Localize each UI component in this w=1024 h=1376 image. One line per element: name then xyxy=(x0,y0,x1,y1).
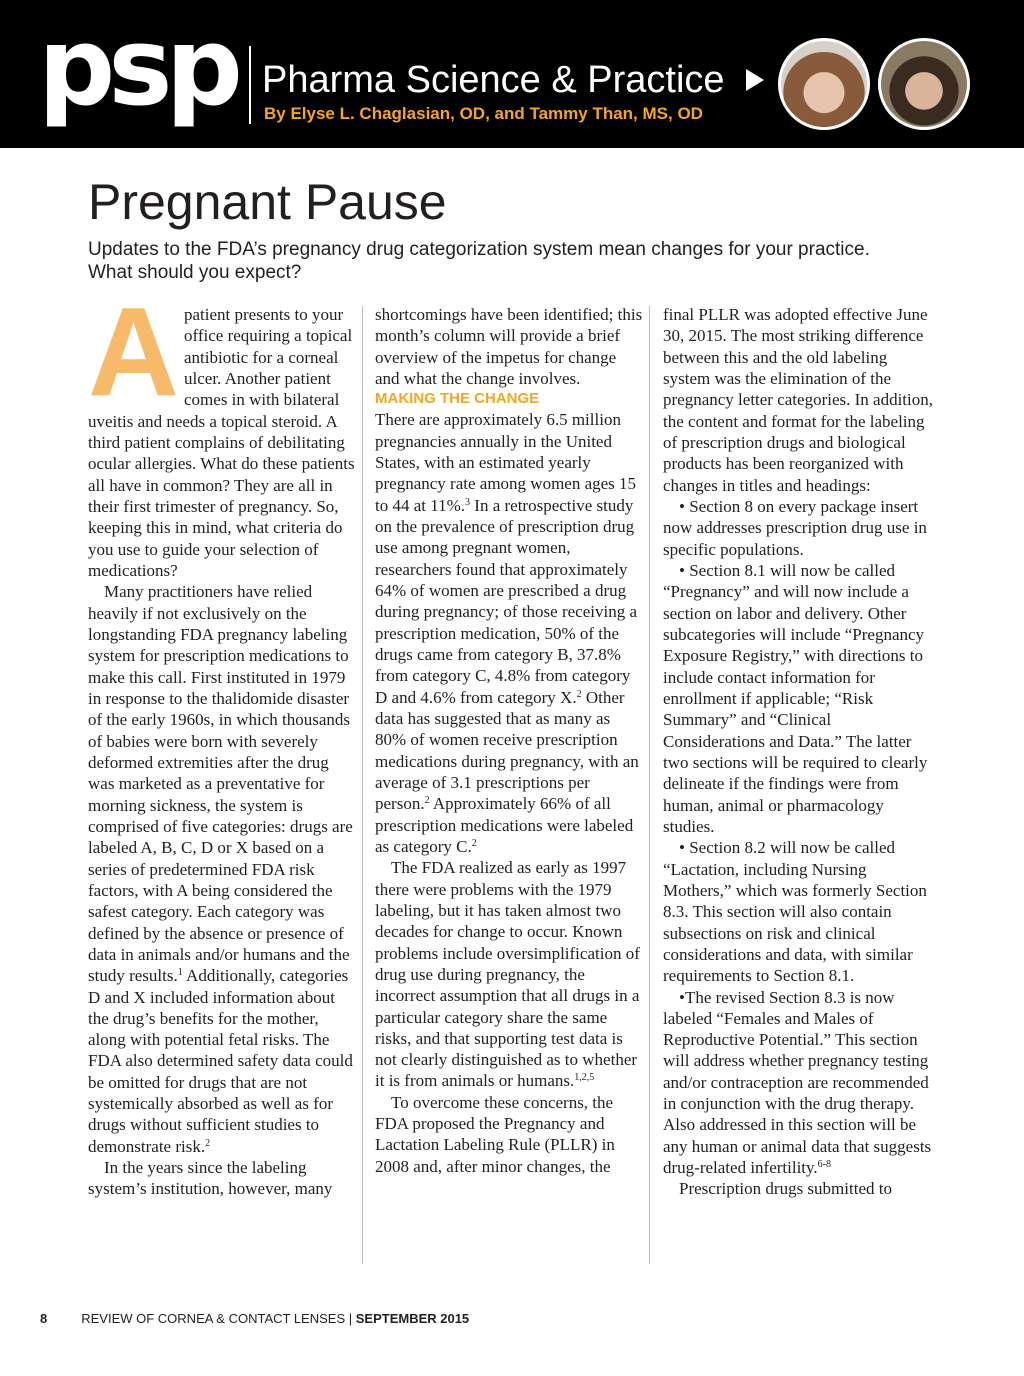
paragraph xyxy=(375,857,645,1092)
paragraph-text: To overcome these concerns, the FDA proposed the Pregnancy and Lactation Labeling Rule (PLLR) in 2008 and, after minor changes, the xyxy=(375,1092,615,1176)
bullet-item xyxy=(663,496,933,560)
column-rule xyxy=(649,306,650,1264)
citation-superscript: 2 xyxy=(424,795,430,807)
byline: By Elyse L. Chaglasian, OD, and Tammy Than, MS, OD xyxy=(264,104,703,123)
play-arrow-icon xyxy=(746,69,764,91)
column-title: Pharma Science & Practice xyxy=(262,59,725,101)
psp-logo: psp xyxy=(38,5,236,130)
banner-divider xyxy=(249,46,251,124)
section-heading: MAKING THE CHANGE xyxy=(375,390,540,408)
paragraph-text: Other data has suggested that as many as 80% of women receive prescription medications during pregnancy, with an average of 3.1 prescriptions per person. xyxy=(375,687,639,814)
citation-superscript: 2 xyxy=(576,688,582,700)
drop-cap-space xyxy=(88,304,184,410)
article-column-1 xyxy=(88,304,358,1200)
bullet-item xyxy=(663,837,933,986)
paragraph-text: patient presents to your office requiring a topical antibiotic for a corneal ulcer. Another patient comes in with bilateral uveitis and needs a topical steroid. A third patient complains of debilitating ocular allergies. What do these patients all have in common? They are all in their first trimester of pregnancy. So, keeping this in mind, what criteria do you use to guide your selection of medications? xyxy=(88,305,355,580)
paragraph xyxy=(375,304,645,389)
paragraph xyxy=(88,304,358,581)
author-photo-than xyxy=(878,38,970,130)
column-rule xyxy=(362,306,363,1264)
citation-superscript: 1,2,5 xyxy=(574,1072,595,1084)
bullet-text: • Section 8.2 will now be called “Lactation, including Nursing Mothers,” which was formerly Section 8.3. This section will also contain subsections on risk and clinical considerations and data, with similar requirements to Section 8.1. xyxy=(663,838,927,986)
paragraph-text: There are approximately 6.5 million pregnancies annually in the United States, with an estimated yearly pregnancy rate among women ages 15 to 44 at 11%. xyxy=(375,410,637,515)
page-footer xyxy=(40,1311,469,1326)
author-photo-chaglasian xyxy=(778,38,870,130)
citation-superscript: 2 xyxy=(471,837,477,849)
article-deck: Updates to the FDA’s pregnancy drug categorization system mean changes for your practice. What should you expect? xyxy=(88,239,870,283)
paragraph-text: Prescription drugs submitted to xyxy=(679,1179,892,1199)
header-banner xyxy=(0,0,1024,148)
paragraph-text: The FDA realized as early as 1997 there were problems with the 1979 labeling, but it has taken almost two decades for change to occur. Known problems include oversimplification of drug use during pregnancy, the incorrect assumption that all drugs in a particular category share the same risks, and that supporting test data is not clearly distinguished as to whether it is from animals or humans. xyxy=(375,858,640,1091)
issue-date: SEPTEMBER 2015 xyxy=(355,1311,470,1326)
bullet-item xyxy=(663,987,933,1179)
citation-superscript: 6-8 xyxy=(817,1159,832,1171)
bullet-text: • Section 8.1 will now be called “Pregnancy” and will now include a section on labor and delivery. Other subcategories will include “Pregnancy Exposure Registry,” with directions to include contact information for enrollment if applicable; “Risk Summary” and “Clinical Considerations and Data.” The latter two sections will be required to clearly delineate if the findings were from human, animal or pharmacology studies. xyxy=(663,560,928,836)
paragraph-text: shortcomings have been identified; this month’s column will provide a brief overview of the impetus for change and what the change involves. xyxy=(375,305,643,388)
article-headline: Pregnant Pause xyxy=(88,174,447,230)
paragraph-text xyxy=(88,305,355,580)
article-column-3 xyxy=(663,304,933,1200)
paragraph-text: final PLLR was adopted effective June 30, 2015. The most striking difference between this and the old labeling system was the elimination of the pregnancy letter categories. In addition, the content and format for the labeling of prescription drugs and biological products has been reorganized with changes in titles and headings: xyxy=(663,305,933,495)
paragraph xyxy=(663,304,933,496)
paragraph xyxy=(375,409,645,857)
paragraph xyxy=(663,1178,933,1199)
paragraph xyxy=(88,1157,358,1200)
drop-cap: A xyxy=(88,281,179,422)
citation-superscript: 3 xyxy=(465,496,471,508)
paragraph xyxy=(88,581,358,1157)
bullet-text: • Section 8 on every package insert now addresses prescription drug use in specific populations. xyxy=(663,496,927,559)
bullet-item xyxy=(663,560,933,837)
paragraph-text: Approximately 66% of all prescription medications were labeled as category C. xyxy=(375,794,634,856)
magazine-name: REVIEW OF CORNEA & CONTACT LENSES | xyxy=(81,1311,356,1326)
citation-superscript: 2 xyxy=(205,1137,211,1149)
paragraph-text: Additionally, categories D and X included information about the drug’s benefits for the mother, along with potential fetal risks. The FDA also determined safety data could be omitted for drugs that are not systemically absorbed as well as for drugs without sufficient studies to demonstrate risk. xyxy=(88,966,353,1156)
page-number: 8 xyxy=(40,1311,48,1326)
bullet-text: •The revised Section 8.3 is now labeled “Females and Males of Reproductive Potential.” This section will address whether pregnancy testing and/or contraception are recommended in conjunction with the drug therapy. Also addressed in this section will be any human or animal data that suggests drug-related infertility. xyxy=(663,987,932,1178)
paragraph xyxy=(375,1092,645,1177)
article-column-2 xyxy=(375,304,645,1177)
paragraph-text: In a retrospective study on the prevalence of prescription drug use among pregnant women, researchers found that approximately 64% of women are prescribed a drug during pregnancy; of those receiving a prescription medication, 50% of the drugs came from category B, 37.8% from category C, 4.8% from category D and 4.6% from category X. xyxy=(375,495,637,707)
paragraph-text: In the years since the labeling system’s institution, however, many xyxy=(88,1158,333,1199)
paragraph-text: Many practitioners have relied heavily if not exclusively on the longstanding FDA pregnancy labeling system for prescription medications to make this call. First instituted in 1979 in response to the thalidomide disaster of the early 1960s, in which thousands of babies were born with severely deformed extremities after the drug was marketed as a preventative for morning sickness, the system is comprised of five categories: drugs are labeled A, B, C, D or X based on a series of predetermined FDA risk factors, with A being considered the safest category. Each category was defined by the absence or presence of data in animals and/or humans and the study results. xyxy=(88,582,353,986)
citation-superscript: 1 xyxy=(177,967,183,979)
